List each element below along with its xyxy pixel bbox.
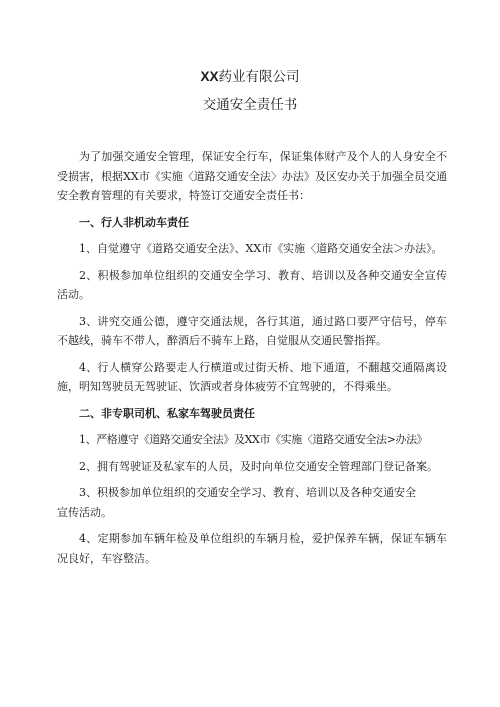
company-name-text xyxy=(200,69,299,85)
section-heading-pedestrian: 一、行人非机动车责任 xyxy=(79,215,189,229)
driver-item-1: 1、严格遵守《道路交通安全法》及XX市《实施〈道路交通安全法>办法》 xyxy=(79,433,428,446)
driver-item-4: 4、定期参加车辆年检及单位组织的车辆月检，爱护保养车辆，保证车辆车况良好，车容整洁。 xyxy=(57,532,447,565)
document-body xyxy=(57,147,447,575)
pedestrian-item-1: 1、自觉遵守《道路交通安全法》、XX市《实施〈道路交通安全法＞办法》。 xyxy=(79,242,443,255)
pedestrian-item-4: 4、行人横穿公路要走人行横道或过街天桥、地下通道，不翻越交通隔离设施，明知驾驶员无驾驶证、饮酒或者身体疲劳不宜驾驶的，不得乘坐。 xyxy=(57,360,447,393)
company-name-rest: 药业有限公司 xyxy=(218,69,300,85)
section-heading-driver: 二、非专职司机、私家车驾驶员责任 xyxy=(79,406,255,420)
company-name xyxy=(0,69,500,85)
driver-item-3: 3、积极参加单位组织的交通安全学习、教育、培训以及各种交通安全 xyxy=(79,486,416,499)
driver-item-3-continued: 宣传活动。 xyxy=(57,505,112,519)
pedestrian-item-2: 2、积极参加单位组织的交通安全学习、教育、培训以及各种交通安全宣传活动。 xyxy=(57,268,447,301)
driver-item-2: 2、拥有驾驶证及私家车的人员，及时向单位交通安全管理部门登记备案。 xyxy=(79,459,438,473)
pedestrian-item-3: 3、讲究交通公德，遵守交通法规，各行其道，通过路口要严守信号，停车不越线，骑车不带人，醉酒后不骑车上路，自觉服从交通民警指挥。 xyxy=(57,314,447,347)
document-title: 交通安全责任书 xyxy=(202,97,298,113)
intro-paragraph: 为了加强交通安全管理，保证安全行车，保证集体财产及个人的人身安全不受损害，根据XX市《实施〈道路交通安全法〉办法》及区安办关于加强全员交通安全教育管理的有关要求，特签订交通安全责任书： xyxy=(57,150,447,202)
company-name-latin: XX xyxy=(200,69,219,84)
